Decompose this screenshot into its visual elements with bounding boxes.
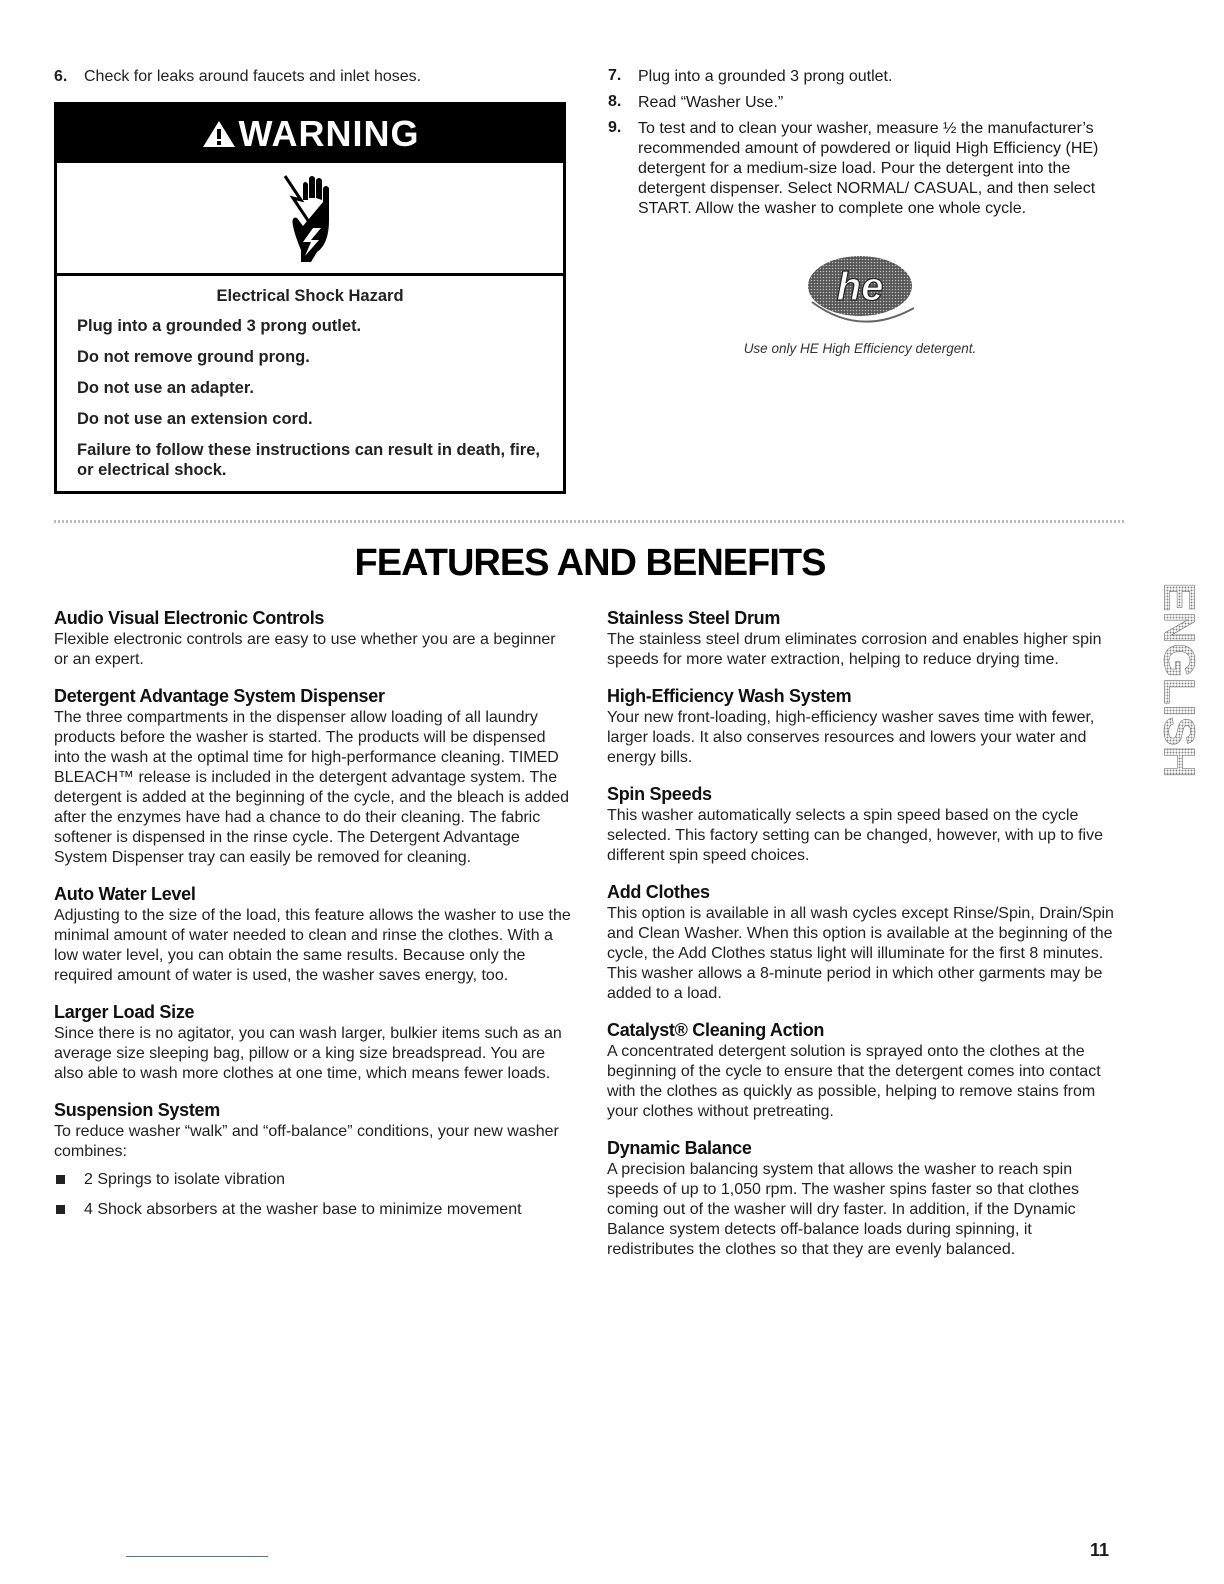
feature-title: Larger Load Size: [54, 1002, 195, 1022]
list-item: 4 Shock absorbers at the washer base to minimize movement: [54, 1200, 574, 1220]
section-title: FEATURES AND BENEFITS: [354, 542, 826, 584]
feature-title: Dynamic Balance: [607, 1138, 752, 1158]
warning-line: Do not use an extension cord.: [77, 410, 313, 428]
steps-right: [608, 67, 1120, 225]
warning-icon-area: [57, 163, 563, 276]
hazard-name: Electrical Shock Hazard: [216, 287, 404, 305]
warning-title: WARNING: [238, 113, 420, 154]
feature-title: Audio Visual Electronic Controls: [54, 608, 325, 628]
step-number: 7.: [608, 67, 622, 84]
feature-title: Stainless Steel Drum: [607, 608, 781, 628]
feature-body: The three compartments in the dispenser allow loading of all laundry products before the washer is started. The products will be dispensed into the wash at the optimal time for high-performance cleaning. TIMED BLEACH™ release is included in the detergent advantage system. The detergent is added at the beginning of the cycle, and the bleach is added after the enzymes have had a chance to do their cleaning. The fabric softener is dispensed in the rinse cycle. The Detergent Advantage System Dispenser tray can easily be removed for cleaning.: [54, 709, 570, 866]
warning-box: [54, 102, 566, 494]
feature-body: Flexible electronic controls are easy to use whether you are a beginner or an expert.: [54, 631, 556, 668]
feature-title: Spin Speeds: [607, 784, 712, 804]
warning-line: Do not use an adapter.: [77, 379, 254, 397]
page-number: 11: [1090, 1540, 1110, 1560]
feature-body: Your new front-loading, high-efficiency washer saves time with fewer, larger loads. It also conserves resources and lowers your water and energy bills.: [607, 709, 1095, 766]
feature-title: Detergent Advantage System Dispenser: [54, 686, 385, 706]
warning-line: Do not remove ground prong.: [77, 348, 310, 366]
feature-body: The stainless steel drum eliminates corrosion and enables higher spin speeds for more water extraction, helping to reduce drying time.: [607, 631, 1102, 668]
step-7: [608, 67, 1120, 87]
feature-title: Add Clothes: [607, 882, 710, 902]
warning-triangle-icon: [201, 119, 237, 149]
step-text: Read “Washer Use.”: [638, 94, 784, 111]
warning-line: Plug into a grounded 3 prong outlet.: [77, 317, 362, 335]
he-logo-block: [600, 252, 1120, 356]
step-number: 6.: [54, 68, 68, 85]
step-number: 9.: [608, 119, 622, 136]
warning-header: [57, 105, 563, 163]
feature-body: This washer automatically selects a spin speed based on the cycle selected. This factory setting can be changed, however, with up to five different spin speed choices.: [607, 807, 1103, 864]
features-right-column: [607, 608, 1123, 1276]
step-text: To test and to clean your washer, measure ½ the manufacturer’s recommended amount of powdered or liquid High Efficiency (HE) detergent for a medium-size load. Pour the detergent into the detergent dispenser. Select NORMAL/ CASUAL, and then select START. Allow the washer to complete one whole cycle.: [638, 120, 1099, 217]
language-tab-graphic: [1148, 570, 1204, 790]
step-text: Plug into a grounded 3 prong outlet.: [638, 68, 893, 85]
feature-title: High-Efficiency Wash System: [607, 686, 852, 706]
feature-body: A precision balancing system that allows the washer to reach spin speeds of up to 1,050 rpm. The washer spins faster so that clothes coming out of the washer will dry faster. In addition, if the Dynamic Balance system detects off-balance loads during spinning, it redistributes the clothes so that they are evenly balanced.: [607, 1161, 1079, 1258]
dotted-divider: [54, 520, 1124, 523]
feature-title: Suspension System: [54, 1100, 220, 1120]
feature-title: Auto Water Level: [54, 884, 196, 904]
features-left-column: [54, 608, 574, 1230]
feature-body: To reduce washer “walk” and “off-balance” conditions, your new washer combines:: [54, 1123, 559, 1160]
feature-body: Adjusting to the size of the load, this feature allows the washer to use the minimal amount of water needed to clean and rinse the clothes. With a low water level, you can obtain the same results. Because only the required amount of water is used, the washer saves energy, too.: [54, 907, 571, 984]
footer-line: [126, 1556, 268, 1557]
feature-body: A concentrated detergent solution is sprayed onto the clothes at the beginning of the cycle to ensure that the detergent comes into contact with the clothes as quickly as possible, helping to remove stains from your clothes without pretreating.: [607, 1043, 1101, 1120]
list-item: 2 Springs to isolate vibration: [54, 1170, 574, 1190]
language-side-tab: [1148, 570, 1204, 790]
step-6: [54, 67, 421, 87]
step-text: Check for leaks around faucets and inlet hoses.: [84, 68, 422, 85]
step-9: [608, 119, 1120, 219]
side-tab-text: ENGLISH: [1154, 582, 1204, 778]
warning-line: Failure to follow these instructions can result in death, fire, or electrical shock.: [77, 441, 540, 479]
he-caption: Use only HE High Efficiency detergent.: [743, 341, 977, 356]
step-number: 8.: [608, 93, 622, 110]
electrical-shock-hand-icon: [265, 170, 355, 266]
feature-title: Catalyst® Cleaning Action: [607, 1020, 825, 1040]
step-8: [608, 93, 1120, 113]
he-logo-icon: [798, 252, 922, 330]
he-logo-text: he: [836, 265, 884, 309]
feature-body: Since there is no agitator, you can wash larger, bulkier items such as an average size sleeping bag, pillow or a king size breadspread. You are also able to wash more clothes at one time, which means fewer loads.: [54, 1025, 562, 1082]
feature-body: This option is available in all wash cycles except Rinse/Spin, Drain/Spin and Clean Washer. When this option is available at the beginning of the cycle, the Add Clothes status light will illuminate for the first 8 minutes. This washer allows a 8-minute period in which other garments may be added to a load.: [607, 905, 1114, 1002]
warning-text: [57, 276, 563, 480]
bullet-list: [54, 1170, 574, 1220]
